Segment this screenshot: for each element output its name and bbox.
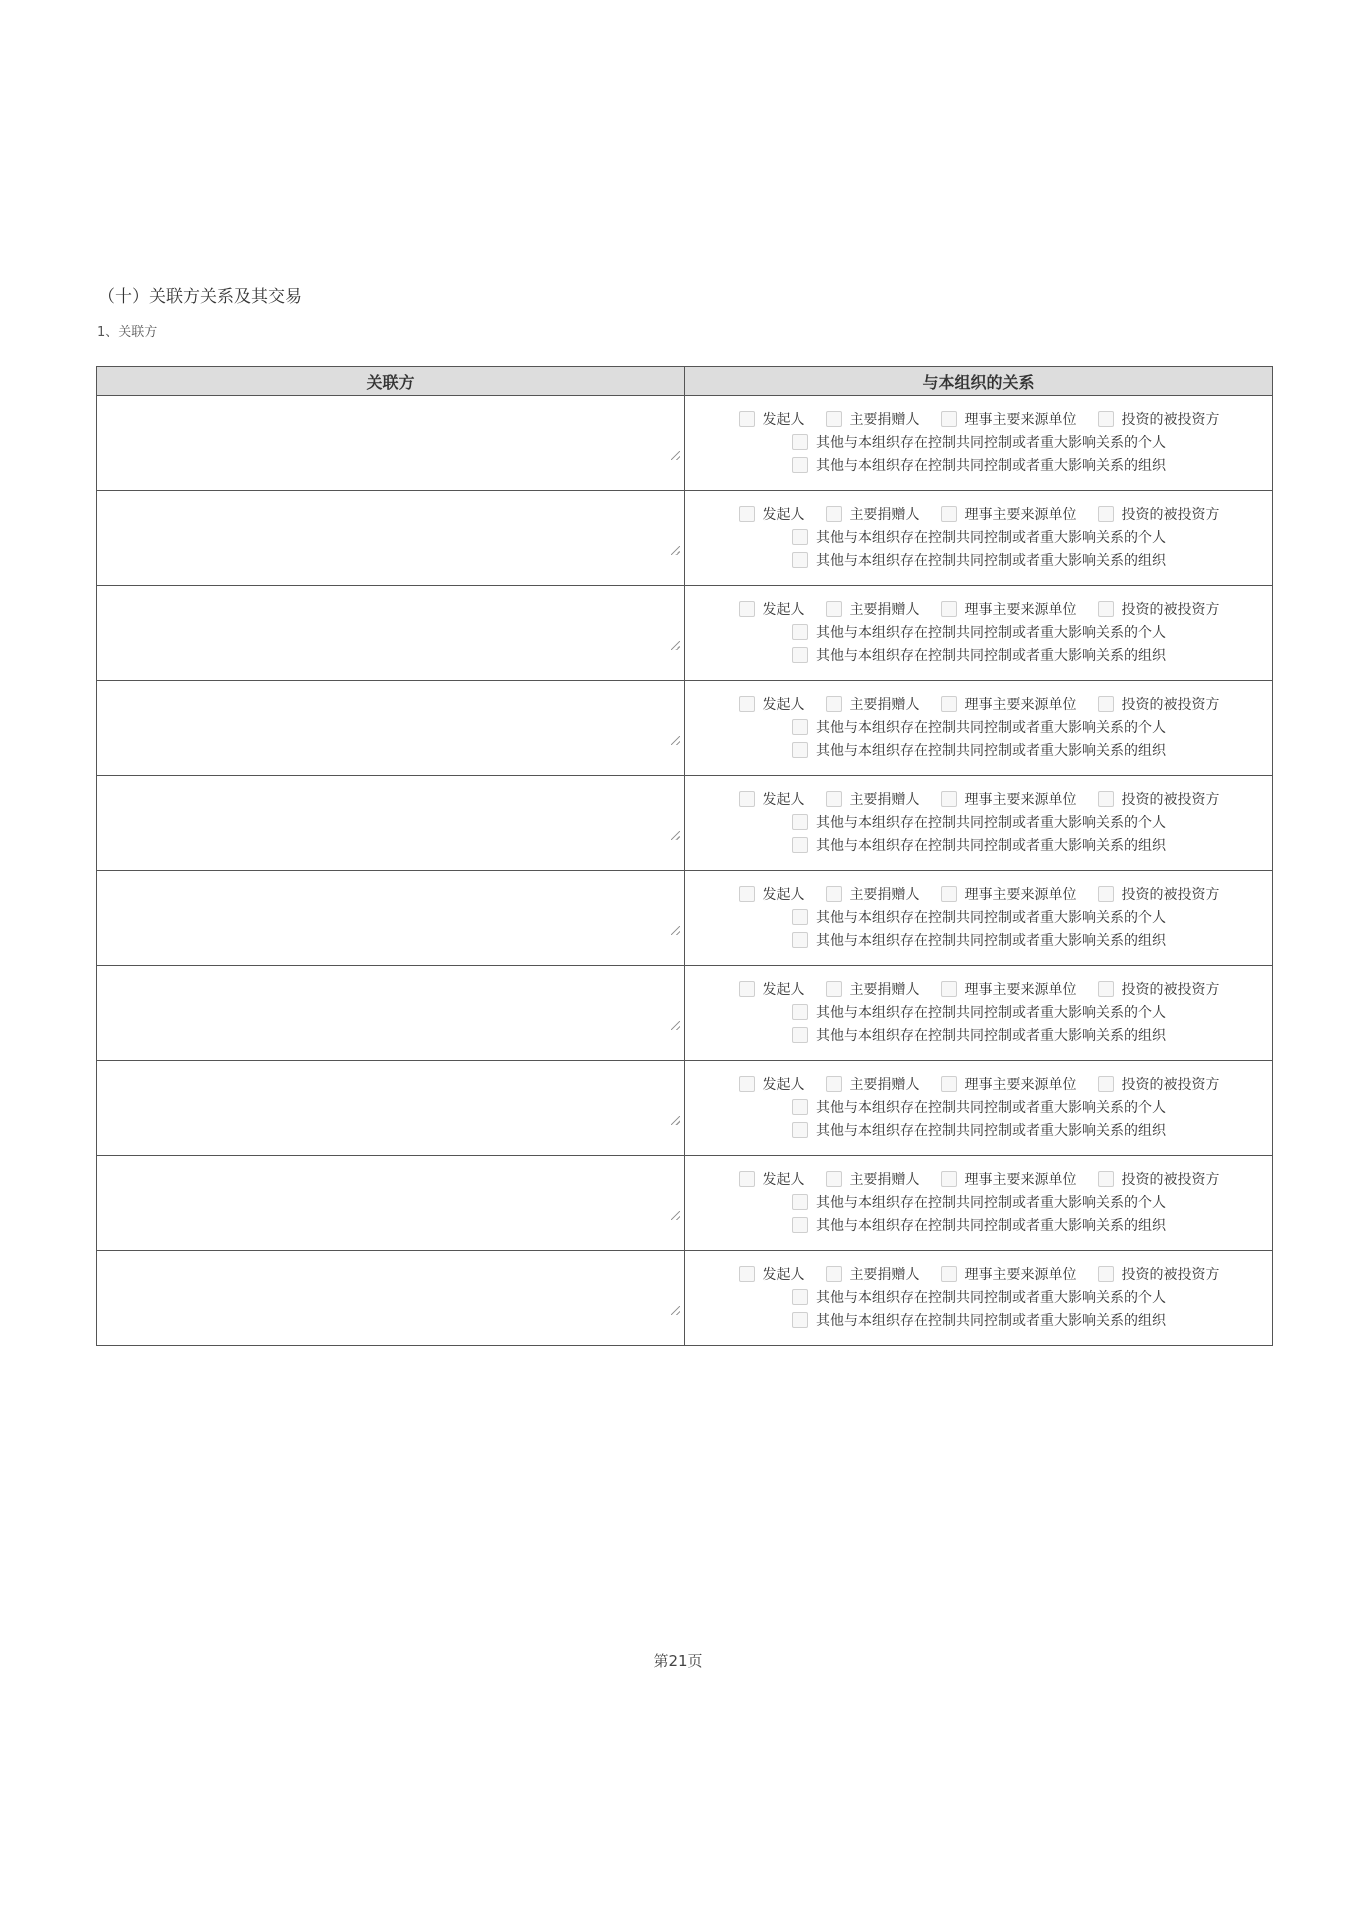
relationship-option[interactable]: [792, 432, 1166, 455]
checkbox[interactable]: [792, 814, 808, 830]
option-label: 投资的被投资方: [1121, 791, 1220, 808]
relationship-option[interactable]: [941, 504, 1077, 527]
option-label: 发起人: [762, 981, 805, 998]
relationship-option[interactable]: [826, 979, 920, 1002]
relationship-option[interactable]: [941, 1264, 1077, 1287]
relationship-option[interactable]: [739, 599, 805, 622]
checkbox[interactable]: [1098, 601, 1114, 617]
checkbox[interactable]: [941, 1171, 957, 1187]
option-line: [685, 1025, 1272, 1048]
option-line: [685, 930, 1272, 953]
checkbox[interactable]: [792, 647, 808, 663]
relationship-option[interactable]: [941, 694, 1077, 717]
relationship-options: [685, 599, 1272, 668]
relationship-option[interactable]: [792, 1287, 1166, 1310]
checkbox[interactable]: [792, 1289, 808, 1305]
checkbox[interactable]: [792, 1122, 808, 1138]
option-label: 发起人: [762, 886, 805, 903]
relationship-option[interactable]: [792, 1310, 1166, 1333]
relationship-options: [685, 979, 1272, 1048]
option-line: [685, 504, 1272, 527]
checkbox[interactable]: [792, 719, 808, 735]
relationship-options: [685, 884, 1272, 953]
option-line: [685, 645, 1272, 668]
relationship-cell: [685, 1156, 1273, 1251]
relationship-option[interactable]: [826, 409, 920, 432]
relationship-cell: [685, 681, 1273, 776]
option-label: 主要捐赠人: [849, 1266, 920, 1283]
related-party-cell: [97, 966, 685, 1061]
relationship-option[interactable]: [792, 1025, 1166, 1048]
option-label: 其他与本组织存在控制共同控制或者重大影响关系的组织: [816, 552, 1166, 569]
option-line: [685, 409, 1272, 432]
option-label: 其他与本组织存在控制共同控制或者重大影响关系的个人: [816, 909, 1166, 926]
option-label: 其他与本组织存在控制共同控制或者重大影响关系的个人: [816, 1004, 1166, 1021]
table-row: [97, 1061, 1273, 1156]
checkbox[interactable]: [941, 696, 957, 712]
relationship-options: [685, 1264, 1272, 1333]
table-row: [97, 871, 1273, 966]
related-party-input[interactable]: [97, 1251, 684, 1345]
header-relationship: 与本组织的关系: [685, 367, 1273, 396]
checkbox[interactable]: [826, 886, 842, 902]
checkbox[interactable]: [739, 886, 755, 902]
related-party-input[interactable]: [97, 1061, 684, 1155]
checkbox[interactable]: [792, 434, 808, 450]
related-party-cell: [97, 681, 685, 776]
checkbox[interactable]: [826, 1076, 842, 1092]
option-label: 主要捐赠人: [849, 886, 920, 903]
option-label: 理事主要来源单位: [964, 696, 1077, 713]
relationship-option[interactable]: [792, 1120, 1166, 1143]
checkbox[interactable]: [1098, 506, 1114, 522]
relationship-cell: [685, 396, 1273, 491]
related-party-input[interactable]: [97, 871, 684, 965]
option-label: 主要捐赠人: [849, 506, 920, 523]
option-label: 其他与本组织存在控制共同控制或者重大影响关系的组织: [816, 837, 1166, 854]
option-label: 其他与本组织存在控制共同控制或者重大影响关系的组织: [816, 1122, 1166, 1139]
relationship-option[interactable]: [792, 527, 1166, 550]
option-label: 理事主要来源单位: [964, 601, 1077, 618]
option-label: 发起人: [762, 1266, 805, 1283]
checkbox[interactable]: [941, 981, 957, 997]
related-party-cell: [97, 1061, 685, 1156]
option-label: 其他与本组织存在控制共同控制或者重大影响关系的个人: [816, 1194, 1166, 1211]
relationship-cell: [685, 491, 1273, 586]
related-party-table: [96, 366, 1273, 1346]
option-line: [685, 1264, 1272, 1287]
relationship-option[interactable]: [792, 1192, 1166, 1215]
relationship-option[interactable]: [941, 599, 1077, 622]
option-line: [685, 717, 1272, 740]
checkbox[interactable]: [941, 1266, 957, 1282]
resize-grip-icon[interactable]: [671, 1211, 680, 1220]
checkbox[interactable]: [941, 791, 957, 807]
option-label: 主要捐赠人: [849, 1171, 920, 1188]
option-line: [685, 455, 1272, 478]
relationship-option[interactable]: [739, 789, 805, 812]
resize-grip-icon[interactable]: [671, 926, 680, 935]
section-title: （十）关联方关系及其交易: [98, 287, 302, 307]
relationship-option[interactable]: [792, 622, 1166, 645]
checkbox[interactable]: [941, 411, 957, 427]
relationship-options: [685, 409, 1272, 478]
relationship-option[interactable]: [941, 884, 1077, 907]
resize-grip-icon[interactable]: [671, 831, 680, 840]
relationship-option[interactable]: [1098, 599, 1220, 622]
relationship-option[interactable]: [792, 740, 1166, 763]
header-related-party: 关联方: [97, 367, 685, 396]
relationship-option[interactable]: [792, 907, 1166, 930]
resize-grip-icon[interactable]: [671, 1116, 680, 1125]
relationship-option[interactable]: [826, 789, 920, 812]
option-label: 其他与本组织存在控制共同控制或者重大影响关系的组织: [816, 457, 1166, 474]
checkbox[interactable]: [826, 1171, 842, 1187]
relationship-option[interactable]: [739, 1074, 805, 1097]
option-label: 发起人: [762, 696, 805, 713]
checkbox[interactable]: [792, 1099, 808, 1115]
option-label: 其他与本组织存在控制共同控制或者重大影响关系的个人: [816, 434, 1166, 451]
option-label: 理事主要来源单位: [964, 506, 1077, 523]
option-label: 理事主要来源单位: [964, 886, 1077, 903]
checkbox[interactable]: [792, 909, 808, 925]
relationship-option[interactable]: [739, 504, 805, 527]
relationship-option[interactable]: [792, 835, 1166, 858]
relationship-option[interactable]: [941, 409, 1077, 432]
relationship-option[interactable]: [1098, 1074, 1220, 1097]
checkbox[interactable]: [826, 696, 842, 712]
checkbox[interactable]: [1098, 886, 1114, 902]
option-line: [685, 1192, 1272, 1215]
option-label: 其他与本组织存在控制共同控制或者重大影响关系的组织: [816, 1312, 1166, 1329]
checkbox[interactable]: [792, 529, 808, 545]
option-label: 发起人: [762, 791, 805, 808]
checkbox[interactable]: [1098, 696, 1114, 712]
checkbox[interactable]: [792, 1004, 808, 1020]
checkbox[interactable]: [1098, 981, 1114, 997]
option-label: 投资的被投资方: [1121, 1171, 1220, 1188]
relationship-options: [685, 694, 1272, 763]
resize-grip-icon[interactable]: [671, 736, 680, 745]
table-row: [97, 776, 1273, 871]
relationship-cell: [685, 871, 1273, 966]
relationship-cell: [685, 586, 1273, 681]
option-line: [685, 599, 1272, 622]
checkbox[interactable]: [792, 932, 808, 948]
relationship-option[interactable]: [1098, 979, 1220, 1002]
option-label: 其他与本组织存在控制共同控制或者重大影响关系的个人: [816, 529, 1166, 546]
option-label: 主要捐赠人: [849, 791, 920, 808]
option-label: 发起人: [762, 1171, 805, 1188]
checkbox[interactable]: [792, 742, 808, 758]
relationship-option[interactable]: [826, 1169, 920, 1192]
relationship-option[interactable]: [792, 717, 1166, 740]
relationship-option[interactable]: [792, 455, 1166, 478]
resize-grip-icon[interactable]: [671, 1306, 680, 1315]
relationship-option[interactable]: [826, 1074, 920, 1097]
relationship-cell: [685, 1061, 1273, 1156]
option-label: 理事主要来源单位: [964, 1266, 1077, 1283]
checkbox[interactable]: [941, 601, 957, 617]
option-label: 其他与本组织存在控制共同控制或者重大影响关系的个人: [816, 624, 1166, 641]
checkbox[interactable]: [739, 1076, 755, 1092]
relationship-options: [685, 1074, 1272, 1143]
option-line: [685, 1074, 1272, 1097]
checkbox[interactable]: [792, 1194, 808, 1210]
relationship-option[interactable]: [1098, 409, 1220, 432]
checkbox[interactable]: [941, 1076, 957, 1092]
option-label: 投资的被投资方: [1121, 1266, 1220, 1283]
table-row: [97, 1251, 1273, 1346]
checkbox[interactable]: [941, 506, 957, 522]
option-label: 主要捐赠人: [849, 981, 920, 998]
option-label: 其他与本组织存在控制共同控制或者重大影响关系的个人: [816, 719, 1166, 736]
relationship-option[interactable]: [826, 599, 920, 622]
relationship-option[interactable]: [941, 1169, 1077, 1192]
relationship-option[interactable]: [1098, 504, 1220, 527]
option-label: 其他与本组织存在控制共同控制或者重大影响关系的个人: [816, 1289, 1166, 1306]
related-party-cell: [97, 586, 685, 681]
option-label: 理事主要来源单位: [964, 411, 1077, 428]
option-label: 投资的被投资方: [1121, 411, 1220, 428]
relationship-option[interactable]: [1098, 1264, 1220, 1287]
option-line: [685, 527, 1272, 550]
related-party-input[interactable]: [97, 966, 684, 1060]
option-label: 投资的被投资方: [1121, 601, 1220, 618]
checkbox[interactable]: [826, 1266, 842, 1282]
resize-grip-icon[interactable]: [671, 1021, 680, 1030]
option-line: [685, 979, 1272, 1002]
option-label: 主要捐赠人: [849, 1076, 920, 1093]
relationship-option[interactable]: [792, 1097, 1166, 1120]
option-label: 理事主要来源单位: [964, 1076, 1077, 1093]
option-line: [685, 694, 1272, 717]
checkbox[interactable]: [739, 601, 755, 617]
checkbox[interactable]: [739, 981, 755, 997]
relationship-option[interactable]: [826, 694, 920, 717]
table-row: [97, 966, 1273, 1061]
relationship-option[interactable]: [792, 1002, 1166, 1025]
option-label: 投资的被投资方: [1121, 886, 1220, 903]
table-row: [97, 396, 1273, 491]
option-line: [685, 550, 1272, 573]
option-label: 主要捐赠人: [849, 411, 920, 428]
related-party-cell: [97, 871, 685, 966]
option-label: 发起人: [762, 601, 805, 618]
option-line: [685, 432, 1272, 455]
relationship-option[interactable]: [739, 409, 805, 432]
option-line: [685, 1215, 1272, 1238]
relationship-cell: [685, 1251, 1273, 1346]
option-label: 其他与本组织存在控制共同控制或者重大影响关系的组织: [816, 932, 1166, 949]
related-party-cell: [97, 1251, 685, 1346]
related-party-input[interactable]: [97, 776, 684, 870]
relationship-option[interactable]: [941, 1074, 1077, 1097]
option-line: [685, 1120, 1272, 1143]
related-party-input[interactable]: [97, 396, 684, 490]
table-row: [97, 586, 1273, 681]
option-line: [685, 1287, 1272, 1310]
related-party-input[interactable]: [97, 1156, 684, 1250]
checkbox[interactable]: [739, 791, 755, 807]
related-party-cell: [97, 1156, 685, 1251]
related-party-input[interactable]: [97, 586, 684, 680]
table-row: [97, 491, 1273, 586]
option-label: 理事主要来源单位: [964, 1171, 1077, 1188]
option-label: 发起人: [762, 1076, 805, 1093]
table-body: [97, 396, 1273, 1346]
option-label: 其他与本组织存在控制共同控制或者重大影响关系的组织: [816, 742, 1166, 759]
relationship-option[interactable]: [941, 789, 1077, 812]
relationship-option[interactable]: [1098, 1169, 1220, 1192]
option-line: [685, 812, 1272, 835]
option-line: [685, 884, 1272, 907]
checkbox[interactable]: [739, 411, 755, 427]
option-line: [685, 1310, 1272, 1333]
option-label: 发起人: [762, 506, 805, 523]
option-label: 其他与本组织存在控制共同控制或者重大影响关系的个人: [816, 1099, 1166, 1116]
relationship-options: [685, 789, 1272, 858]
table-row: [97, 681, 1273, 776]
checkbox[interactable]: [826, 791, 842, 807]
checkbox[interactable]: [792, 837, 808, 853]
option-label: 主要捐赠人: [849, 601, 920, 618]
checkbox[interactable]: [792, 1312, 808, 1328]
option-label: 发起人: [762, 411, 805, 428]
relationship-option[interactable]: [792, 930, 1166, 953]
option-line: [685, 1097, 1272, 1120]
table-row: [97, 1156, 1273, 1251]
relationship-option[interactable]: [941, 979, 1077, 1002]
relationship-option[interactable]: [1098, 884, 1220, 907]
relationship-option[interactable]: [792, 1215, 1166, 1238]
relationship-option[interactable]: [739, 694, 805, 717]
checkbox[interactable]: [1098, 791, 1114, 807]
checkbox[interactable]: [792, 624, 808, 640]
resize-grip-icon[interactable]: [671, 546, 680, 555]
checkbox[interactable]: [941, 886, 957, 902]
table-header-row: [97, 367, 1273, 396]
relationship-option[interactable]: [826, 504, 920, 527]
relationship-option[interactable]: [792, 645, 1166, 668]
relationship-option[interactable]: [826, 884, 920, 907]
sub-title: 1、关联方: [97, 325, 158, 340]
checkbox[interactable]: [792, 457, 808, 473]
relationship-option[interactable]: [739, 884, 805, 907]
option-label: 主要捐赠人: [849, 696, 920, 713]
related-party-input[interactable]: [97, 491, 684, 585]
relationship-cell: [685, 776, 1273, 871]
checkbox[interactable]: [739, 696, 755, 712]
checkbox[interactable]: [739, 506, 755, 522]
checkbox[interactable]: [1098, 1266, 1114, 1282]
relationship-option[interactable]: [739, 979, 805, 1002]
option-label: 投资的被投资方: [1121, 981, 1220, 998]
relationship-option[interactable]: [1098, 694, 1220, 717]
checkbox[interactable]: [792, 1217, 808, 1233]
option-line: [685, 740, 1272, 763]
option-line: [685, 835, 1272, 858]
related-party-cell: [97, 491, 685, 586]
relationship-option[interactable]: [792, 550, 1166, 573]
page-number: 第21页: [653, 1652, 703, 1670]
option-line: [685, 1169, 1272, 1192]
option-label: 理事主要来源单位: [964, 791, 1077, 808]
option-label: 其他与本组织存在控制共同控制或者重大影响关系的组织: [816, 647, 1166, 664]
relationship-option[interactable]: [1098, 789, 1220, 812]
checkbox[interactable]: [739, 1266, 755, 1282]
option-label: 投资的被投资方: [1121, 696, 1220, 713]
relationship-options: [685, 504, 1272, 573]
resize-grip-icon[interactable]: [671, 641, 680, 650]
checkbox[interactable]: [1098, 1171, 1114, 1187]
checkbox[interactable]: [1098, 1076, 1114, 1092]
checkbox[interactable]: [826, 601, 842, 617]
relationship-option[interactable]: [739, 1264, 805, 1287]
related-party-cell: [97, 396, 685, 491]
checkbox[interactable]: [792, 552, 808, 568]
option-label: 其他与本组织存在控制共同控制或者重大影响关系的组织: [816, 1217, 1166, 1234]
resize-grip-icon[interactable]: [671, 451, 680, 460]
relationship-option[interactable]: [739, 1169, 805, 1192]
option-line: [685, 907, 1272, 930]
option-label: 其他与本组织存在控制共同控制或者重大影响关系的个人: [816, 814, 1166, 831]
relationship-options: [685, 1169, 1272, 1238]
checkbox[interactable]: [1098, 411, 1114, 427]
option-line: [685, 622, 1272, 645]
relationship-cell: [685, 966, 1273, 1061]
checkbox[interactable]: [826, 411, 842, 427]
option-label: 理事主要来源单位: [964, 981, 1077, 998]
relationship-option[interactable]: [792, 812, 1166, 835]
option-label: 投资的被投资方: [1121, 506, 1220, 523]
checkbox[interactable]: [826, 506, 842, 522]
related-party-cell: [97, 776, 685, 871]
option-line: [685, 1002, 1272, 1025]
checkbox[interactable]: [739, 1171, 755, 1187]
checkbox[interactable]: [826, 981, 842, 997]
relationship-option[interactable]: [826, 1264, 920, 1287]
related-party-input[interactable]: [97, 681, 684, 775]
option-line: [685, 789, 1272, 812]
option-label: 投资的被投资方: [1121, 1076, 1220, 1093]
checkbox[interactable]: [792, 1027, 808, 1043]
option-label: 其他与本组织存在控制共同控制或者重大影响关系的组织: [816, 1027, 1166, 1044]
